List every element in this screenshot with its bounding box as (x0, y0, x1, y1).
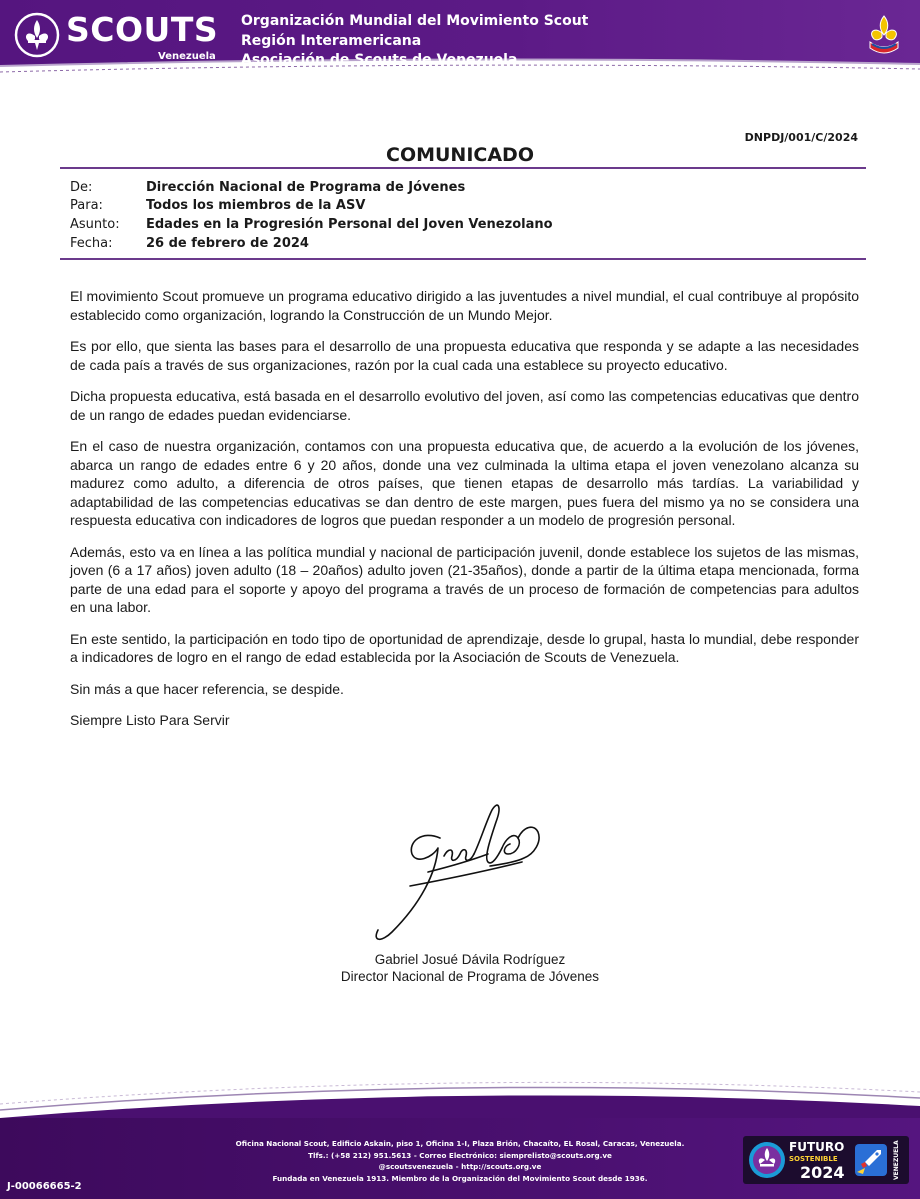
footer-address (200, 1138, 720, 1184)
footer-line: @scoutsvenezuela - http://scouts.org.ve (378, 1162, 542, 1171)
scout-badge-icon (747, 1140, 787, 1180)
closing-motto: Siempre Listo Para Servir (70, 712, 230, 728)
document-body (70, 287, 859, 743)
body-paragraph: El movimiento Scout promueve un programa educativo dirigido a las juventudes a nivel mundial, el cual contribuye al propósito establecido como organización, logrando la Construcción de un Mundo Mejor. (70, 288, 859, 323)
futuro-sostenible-badge (743, 1136, 909, 1184)
org-line: Región Interamericana (241, 32, 422, 49)
rocket-icon (853, 1142, 889, 1178)
memo-label: Asunto: (70, 216, 120, 232)
body-paragraph: En el caso de nuestra organización, contamos con una propuesta educativa que, de acuerdo a la evolución de los jóvenes, abarca un rango de edades entre 6 y 20 años, donde una vez culminada la ultima etapa el joven venezolano alcanza su madurez como adulto, a diferencia de otros países, que tienen etapas de desarrollo más tardías. La variabilidad y adaptabilidad de las competencias educativas se dan dentro de este margen, pues fuera del mismo ya no se considera una respuesta educativa con indicadores de logros que puedan responder a un modelo de progresión personal. (70, 438, 859, 528)
signer-title: Director Nacional de Programa de Jóvenes (340, 969, 600, 984)
document-code: DNPDJ/001/C/2024 (744, 131, 858, 144)
footer-line: Fundada en Venezuela 1913. Miembro de la Organización del Movimiento Scout desde 1936. (272, 1173, 648, 1183)
document-title: COMUNICADO (386, 144, 534, 166)
org-line: Asociación de Scouts de Venezuela (241, 52, 518, 68)
signer-block (250, 951, 690, 985)
badge-side-text: VENEZUELA (893, 1140, 900, 1180)
footer-line: Oficina Nacional Scout, Edificio Askain, piso 1, Oficina 1-I, Plaza Brión, Chacaíto, EL Rosal, Caracas, Venezuela. (235, 1139, 685, 1148)
closing-line: Sin más a que hacer referencia, se despide. (70, 680, 344, 697)
memo-block (70, 178, 553, 252)
body-paragraph: Además, esto va en línea a las política mundial y nacional de participación juvenil, donde establece los sujetos de las mismas, joven (6 a 17 años) joven adulto (18 – 20años) adulto joven (21-35años), donde a partir de la última etapa mencionada, forma parte de una edad para el soporte y apoyo del programa a través de un proceso de formación de competencias para adultos en una labor. (70, 543, 859, 615)
badge-year: 2024 (800, 1163, 845, 1182)
memo-row-to (70, 197, 553, 216)
memo-label: Para: (70, 198, 103, 214)
brand-wordmark: SCOUTS (66, 10, 219, 49)
divider (60, 167, 866, 169)
body-paragraph: En este sentido, la participación en todo tipo de oportunidad de aprendizaje, desde lo grupal, hasta lo mundial, debe responder a indicadores de logro en el rango de edad establecida por la Asociación de Scouts de Venezuela. (70, 630, 859, 665)
memo-value: 26 de febrero de 2024 (146, 235, 309, 251)
badge-text: SOSTENIBLE (789, 1155, 838, 1163)
memo-value: Dirección Nacional de Programa de Jóvenes (146, 179, 466, 195)
fleur-de-lis-icon (14, 12, 60, 58)
organization-lines (241, 12, 588, 71)
memo-value: Edades en la Progresión Personal del Joven Venezolano (146, 216, 553, 232)
tax-id: J-00066665-2 (7, 1181, 82, 1192)
body-paragraph: Dicha propuesta educativa, está basada en el desarrollo evolutivo del joven, así como las competencias educativas que dentro de un rango de edades puedan evidenciarse. (70, 388, 859, 423)
memo-value: Todos los miembros de la ASV (146, 198, 366, 214)
badge-text: FUTURO (789, 1140, 845, 1154)
memo-row-from (70, 178, 553, 197)
regional-emblem-icon (862, 12, 906, 58)
body-paragraph: Es por ello, que sienta las bases para el desarrollo de una propuesta educativa que responda y se adapte a las necesidades de cada país a través de sus organizaciones, razón por la cual cada una establece su proyecto educativo. (70, 338, 859, 373)
memo-row-subject (70, 215, 553, 234)
org-line: Organización Mundial del Movimiento Scout (241, 13, 589, 29)
footer-line: Tlfs.: (+58 212) 951.5613 - Correo Electrónico: siemprelisto@scouts.org.ve (308, 1150, 612, 1160)
memo-label: Fecha: (70, 235, 113, 251)
memo-label: De: (70, 179, 93, 195)
signer-name: Gabriel Josué Dávila Rodríguez (374, 952, 566, 967)
divider (60, 258, 866, 260)
brand-subtitle: Venezuela (158, 51, 216, 62)
memo-row-date (70, 234, 553, 253)
handwritten-signature (352, 792, 562, 952)
